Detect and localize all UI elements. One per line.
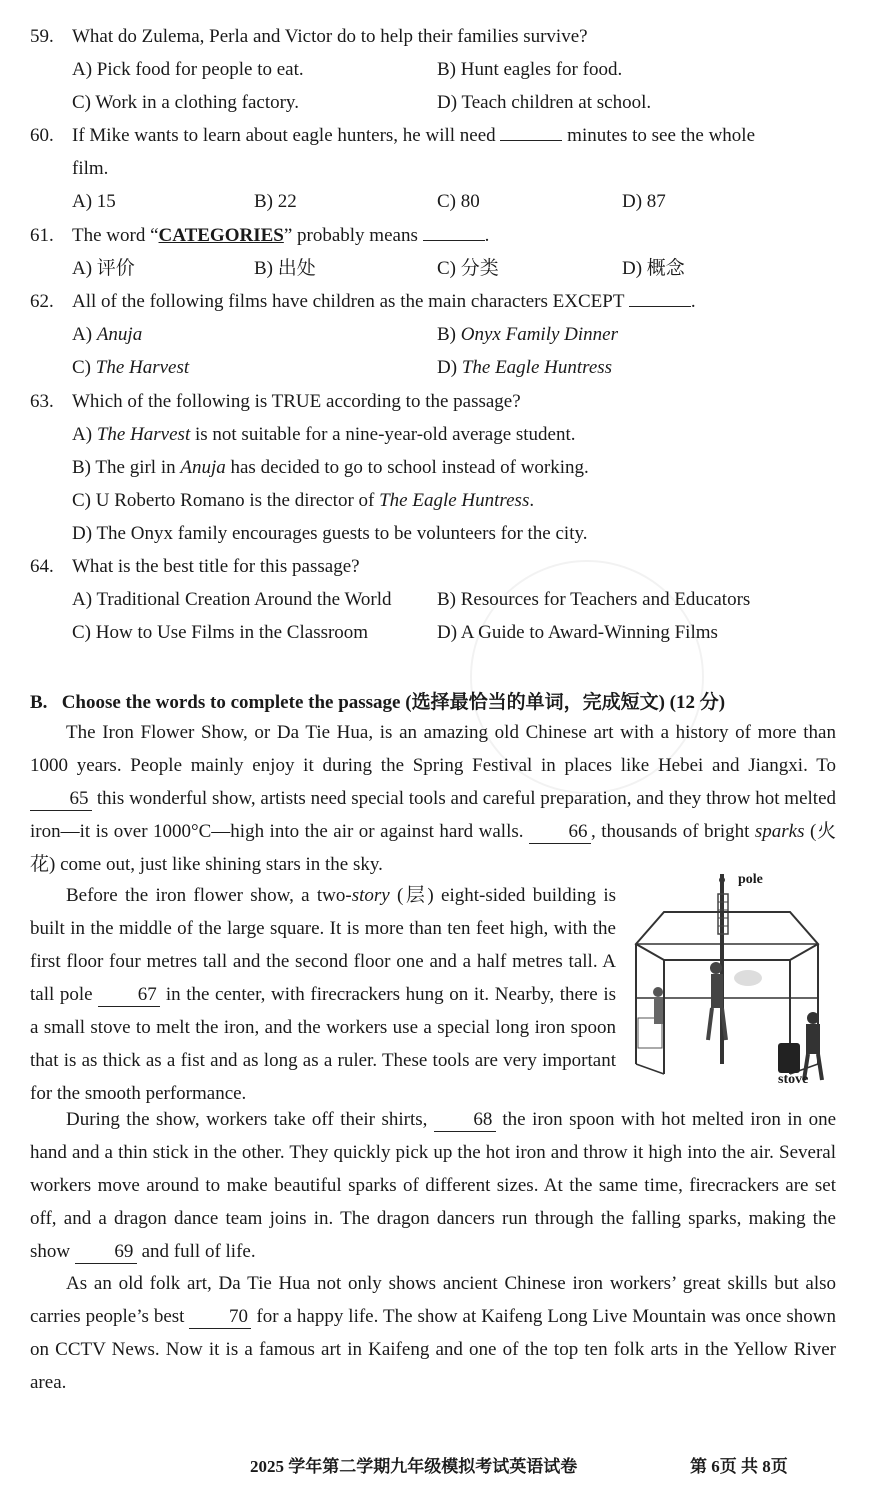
option-64-c[interactable]: C) How to Use Films in the Classroom <box>72 622 369 643</box>
key-word: CATEGORIES <box>158 225 284 246</box>
passage-paragraph-3: During the show, workers take off their shirts, 68 the iron spoon with hot melted iron in one hand and a thin stick in the other. They quickly pick up the hot iron and throw it high into the air. Several workers move around to make beautiful sparks of different sizes. At the same time, firecrackers are set off, and a dragon dance team joins in. The dragon dancers run through the falling sparks, making the show 69 and full of life. <box>30 1109 837 1262</box>
question-stem-cont: ” probably means <box>283 225 418 246</box>
question-stem: What is the best title for this passage? <box>72 556 360 577</box>
footer-page-number: 第 6页 共 8页 <box>690 1457 788 1476</box>
answer-blank <box>500 120 562 141</box>
film-title: The Eagle Huntress <box>461 357 613 378</box>
film-title: Onyx Family Dinner <box>460 324 618 345</box>
word-story: story <box>351 885 390 906</box>
option-63-b[interactable]: B) The girl in Anuja has decided to go to school instead of working. <box>72 457 589 478</box>
question-61: 61. The word “CATEGORIES” probably means . <box>30 219 850 252</box>
film-title: Anuja <box>96 324 143 345</box>
label-pole: pole <box>738 872 763 887</box>
iron-flower-stage-illustration <box>628 868 838 1090</box>
question-stem: Which of the following is TRUE according to the passage? <box>72 391 521 412</box>
answer-blank <box>629 286 691 307</box>
question-62: 62. All of the following films have children as the main characters EXCEPT . <box>30 285 850 318</box>
question-59 <box>30 20 850 53</box>
option-63-a[interactable]: A) The Harvest is not suitable for a nine-year-old average student. <box>72 424 576 445</box>
option-60-d[interactable]: D) 87 <box>622 191 666 212</box>
option-63-c[interactable]: C) U Roberto Romano is the director of The Eagle Huntress. <box>72 490 535 511</box>
option-63-d[interactable]: D) The Onyx family encourages guests to be volunteers for the city. <box>72 523 588 544</box>
blank-65[interactable]: 65 <box>30 788 92 811</box>
option-59-d[interactable]: D) Teach children at school. <box>437 92 652 113</box>
film-title: The Eagle Huntress <box>379 490 530 511</box>
option-64-b[interactable]: B) Resources for Teachers and Educators <box>437 589 751 610</box>
option-62-d[interactable]: D) The Eagle Huntress <box>437 357 613 378</box>
question-63 <box>30 385 850 418</box>
section-heading <box>30 686 725 719</box>
option-59-c[interactable]: C) Work in a clothing factory. <box>72 92 299 113</box>
question-stem-cont: minutes to see the whole <box>567 125 756 146</box>
option-60-c[interactable]: C) 80 <box>437 191 480 212</box>
question-stem: What do Zulema, Perla and Victor do to help their families survive? <box>72 26 588 47</box>
passage-paragraph-4: As an old folk art, Da Tie Hua not only shows ancient Chinese iron workers’ great skills but also carries people’s best 70 for a happy life. The show at Kaifeng Long Live Mountain was once shown on CCTV News. Now it is a famous art in Kaifeng and one of the top ten folk arts in the Yellow River area. <box>30 1273 836 1393</box>
question-number: 62. <box>30 291 54 312</box>
blank-70[interactable]: 70 <box>189 1306 251 1329</box>
passage-paragraph-1: The Iron Flower Show, or Da Tie Hua, is an amazing old Chinese art with a history of more than 1000 years. People mainly enjoy it during the Spring Festival in places like Hebei and Jiangxi. To 65 this wonderful show, artists need special tools and careful preparation, and they throw hot melted iron—it is over 1000°C—high into the air or against hard walls. 66 , thousands of bright sparks (火花) come out, just like shining stars in the sky. <box>30 722 837 875</box>
option-59-b[interactable]: B) Hunt eagles for food. <box>437 59 623 80</box>
option-61-a[interactable]: A) 评价 <box>72 258 135 279</box>
question-stem: The word “ <box>72 225 159 246</box>
option-60-a[interactable]: A) 15 <box>72 191 116 212</box>
word-sparks: sparks <box>754 821 805 842</box>
option-59-a[interactable]: A) Pick food for people to eat. <box>72 59 304 80</box>
option-62-b[interactable]: B) Onyx Family Dinner <box>437 324 618 345</box>
question-stem: All of the following films have children as the main characters EXCEPT <box>72 291 625 312</box>
question-number: 59. <box>30 26 54 47</box>
footer-title: 2025 学年第二学期九年级模拟考试英语试卷 <box>250 1457 578 1476</box>
option-61-b[interactable]: B) 出处 <box>254 258 316 279</box>
blank-66[interactable]: 66 <box>529 821 591 844</box>
option-61-d[interactable]: D) 概念 <box>622 258 685 279</box>
option-64-a[interactable]: A) Traditional Creation Around the World <box>72 589 392 610</box>
question-number: 64. <box>30 556 54 577</box>
question-stem-end: film. <box>72 158 109 179</box>
passage-paragraph-2: Before the iron flower show, a two-story (层) eight-sided building is built in the middle of the large square. It is more than ten feet high, with the first floor four metres tall and the second floor one and a half metres tall. A tall pole 67 in the center, with firecrackers hung on it. Nearby, there is a small stove to melt the iron, and the workers use a special long iron spoon that is as thick as a fist and as long as a ruler. These tools are very important for the smooth performance. <box>30 885 617 1104</box>
option-62-a[interactable]: A) Anuja <box>72 324 143 345</box>
film-title: Anuja <box>180 457 226 478</box>
question-stem: If Mike wants to learn about eagle hunters, he will need <box>72 125 496 146</box>
label-stove: stove <box>778 1072 809 1087</box>
film-title: The Harvest <box>96 424 191 445</box>
blank-68[interactable]: 68 <box>434 1109 496 1132</box>
question-60 <box>30 119 842 152</box>
question-number: 60. <box>30 125 54 146</box>
section-label: B. <box>30 692 48 713</box>
question-number: 61. <box>30 225 54 246</box>
answer-blank <box>423 220 485 241</box>
option-64-d[interactable]: D) A Guide to Award-Winning Films <box>437 622 718 643</box>
option-60-b[interactable]: B) 22 <box>254 191 297 212</box>
option-61-c[interactable]: C) 分类 <box>437 258 499 279</box>
stage-drawing <box>628 868 838 1090</box>
section-title: Choose the words to complete the passage (选择最恰当的单词，完成短文) (12 分) <box>61 692 726 713</box>
blank-67[interactable]: 67 <box>98 984 160 1007</box>
question-64 <box>30 550 850 583</box>
question-number: 63. <box>30 391 54 412</box>
film-title: The Harvest <box>95 357 190 378</box>
blank-69[interactable]: 69 <box>75 1241 137 1264</box>
option-62-c[interactable]: C) The Harvest <box>72 357 190 378</box>
